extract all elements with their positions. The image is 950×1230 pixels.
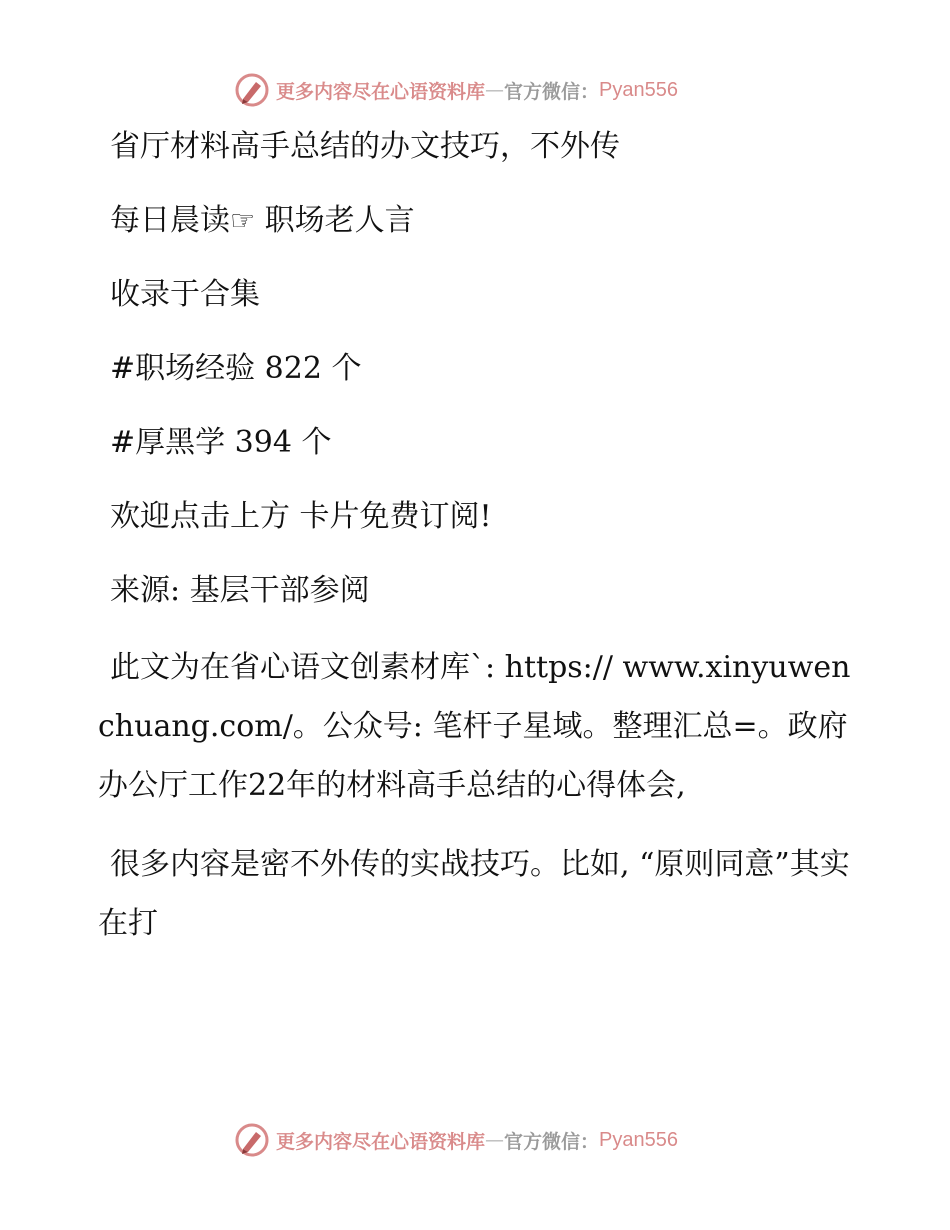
subscribe-line: 欢迎点击上方 卡片免费订阅! xyxy=(110,499,492,534)
banner-main-text: 更多内容尽在心语资料库 xyxy=(276,80,486,103)
series-suffix: 职场老人言 xyxy=(255,203,415,238)
series-prefix: 每日晨读 xyxy=(110,203,230,238)
paragraph-secrets xyxy=(98,835,858,953)
series-line xyxy=(98,194,858,248)
banner-wechat-label: 官方微信： xyxy=(504,1130,600,1153)
pen-logo-icon xyxy=(234,1122,270,1158)
footer-banner xyxy=(234,1122,678,1158)
banner-wechat-id: Pyan556 xyxy=(599,78,678,101)
pointing-hand-icon: ☞ xyxy=(230,204,256,237)
banner-wechat-label: 官方微信： xyxy=(504,80,600,103)
banner-main-text: 更多内容尽在心语资料库 xyxy=(276,1130,486,1153)
source-line: 来源: 基层干部参阅 xyxy=(110,573,370,608)
document-title: 省厅材料高手总结的办文技巧，不外传 xyxy=(110,129,620,164)
banner-separator: — xyxy=(485,79,505,101)
paragraph-intro xyxy=(98,638,858,815)
header-banner xyxy=(234,72,678,108)
tag-thick-black[interactable]: #厚黑学 394 个 xyxy=(110,425,332,460)
pen-logo-icon xyxy=(234,72,270,108)
banner-wechat-id: Pyan556 xyxy=(599,1128,678,1151)
tag-workplace-experience[interactable]: #职场经验 822 个 xyxy=(110,351,362,386)
collection-label: 收录于合集 xyxy=(110,277,260,312)
paragraph-intro-text: 此文为在省心语文创素材库`: https:// www.xinyuwenchuang.com/。公众号: 笔杆子星域。整理汇总=。政府办公厅工作22年的材料高手总结的心得体会, xyxy=(98,650,851,803)
document-body xyxy=(98,120,858,973)
banner-separator: — xyxy=(485,1129,505,1151)
paragraph-secrets-text: 很多内容是密不外传的实战技巧。比如, “原则同意”其实在打 xyxy=(98,847,850,941)
